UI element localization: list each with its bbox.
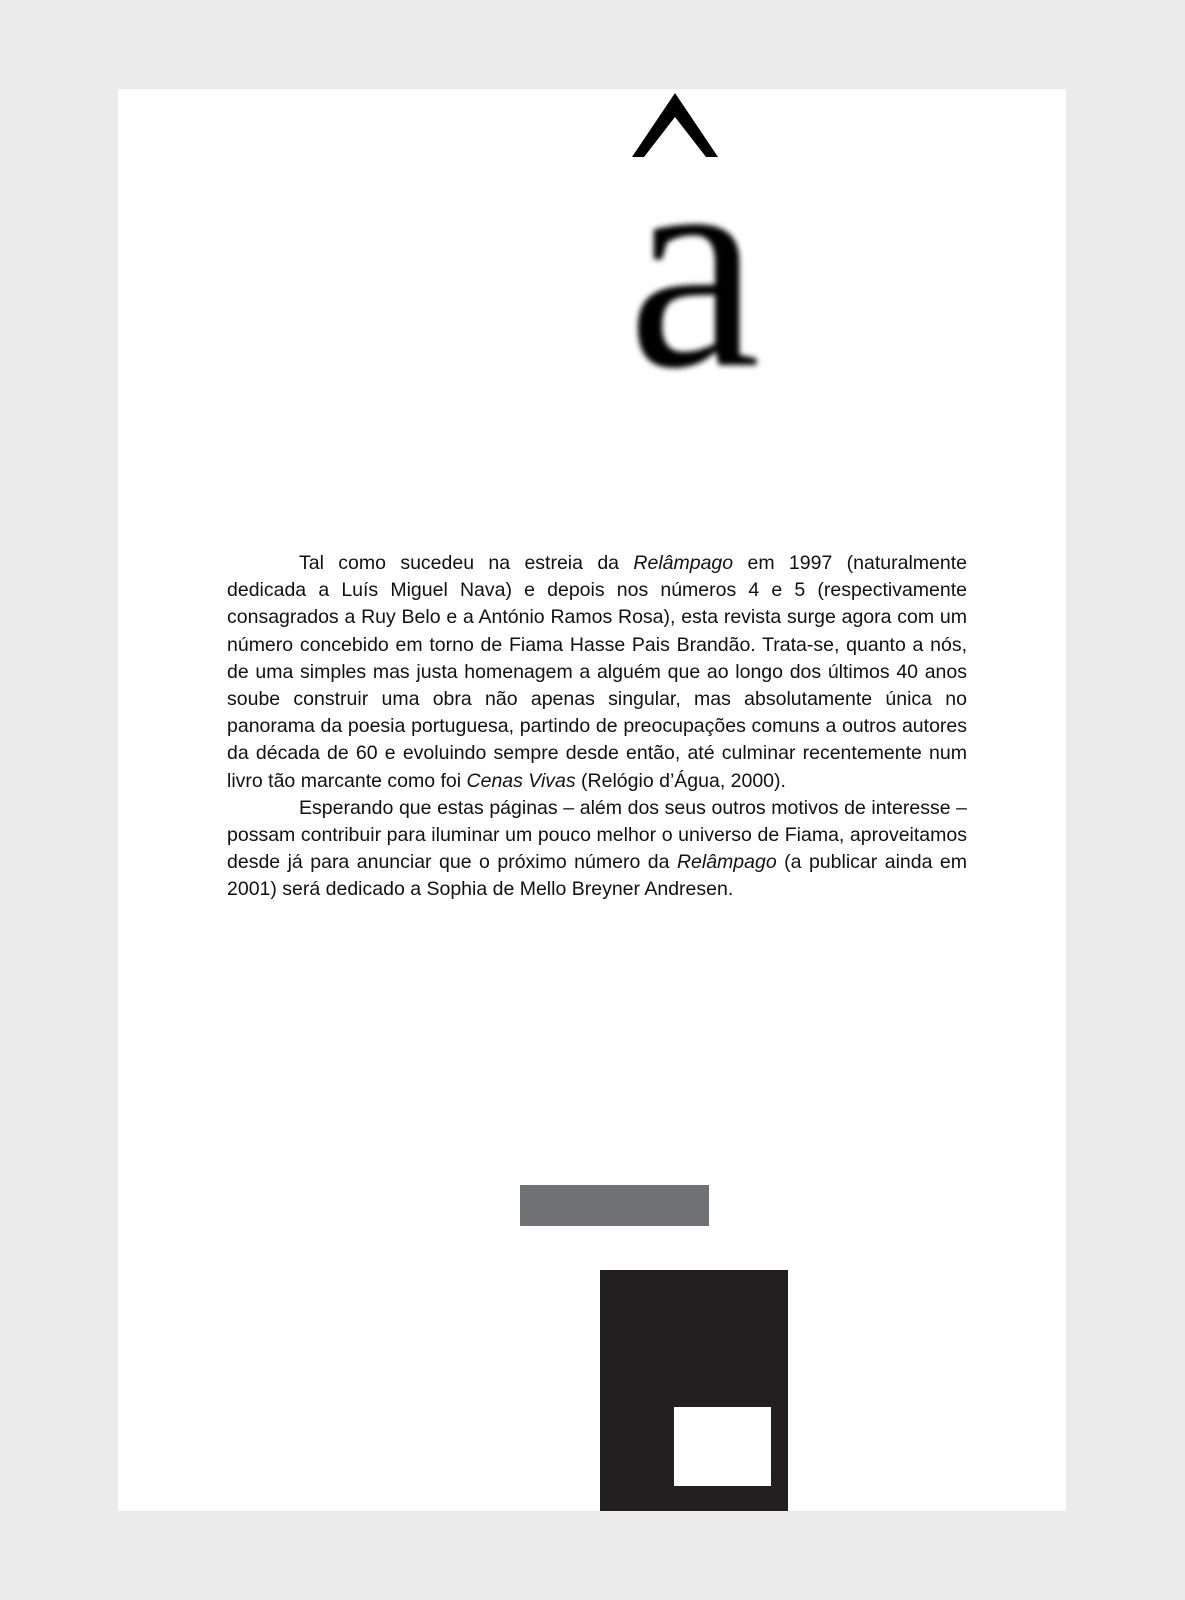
- p2-text-start: Esperando que estas páginas – além dos seus outros motivos de interesse – possam contribuir para iluminar um pouco melhor o universo de Fiama, aproveitamos desde já para anunciar que o próximo número da: [227, 796, 967, 874]
- editorial-text: [227, 550, 967, 904]
- white-square: [674, 1407, 771, 1486]
- magazine-title: Relâmpago: [633, 552, 734, 574]
- magazine-title-2: Relâmpago: [676, 851, 777, 874]
- black-block: [600, 1270, 788, 1511]
- gray-bar: [520, 1185, 709, 1226]
- p1-text-middle: em 1997 (naturalmente dedicada a Luís Miguel Nava) e depois nos números 4 e 5 (respectivamente consagrados a Ruy Belo e a António Ramos Rosa), esta revista surge agora com um número concebido em torno de Fiama Hasse Pais Brandão. Trata-se, quanto a nós, de uma simples mas justa homenagem a alguém que ao longo dos últimos 40 anos soube construir uma obra não apenas singular, mas absolutamente única no panorama da poesia portuguesa, partindo de preocupações comuns a outros autores da década de 60 e evoluindo sempre desde então, até culminar recentemente num livro tão marcante como foi: [227, 552, 967, 792]
- book-title: Cenas Vivas: [466, 769, 576, 792]
- page: [118, 89, 1066, 1511]
- p1-text-start: Tal como sucedeu na estreia da: [299, 552, 634, 574]
- p2-text-end: (a publicar ainda em 2001) será dedicado a Sophia de Mello Breyner Andresen.: [227, 851, 967, 901]
- paragraph-2: [227, 795, 967, 904]
- p1-text-end: (Relógio d’Água, 2000).: [575, 769, 786, 792]
- paragraph-1: [227, 550, 967, 795]
- ornamental-letter-a: a: [627, 98, 761, 430]
